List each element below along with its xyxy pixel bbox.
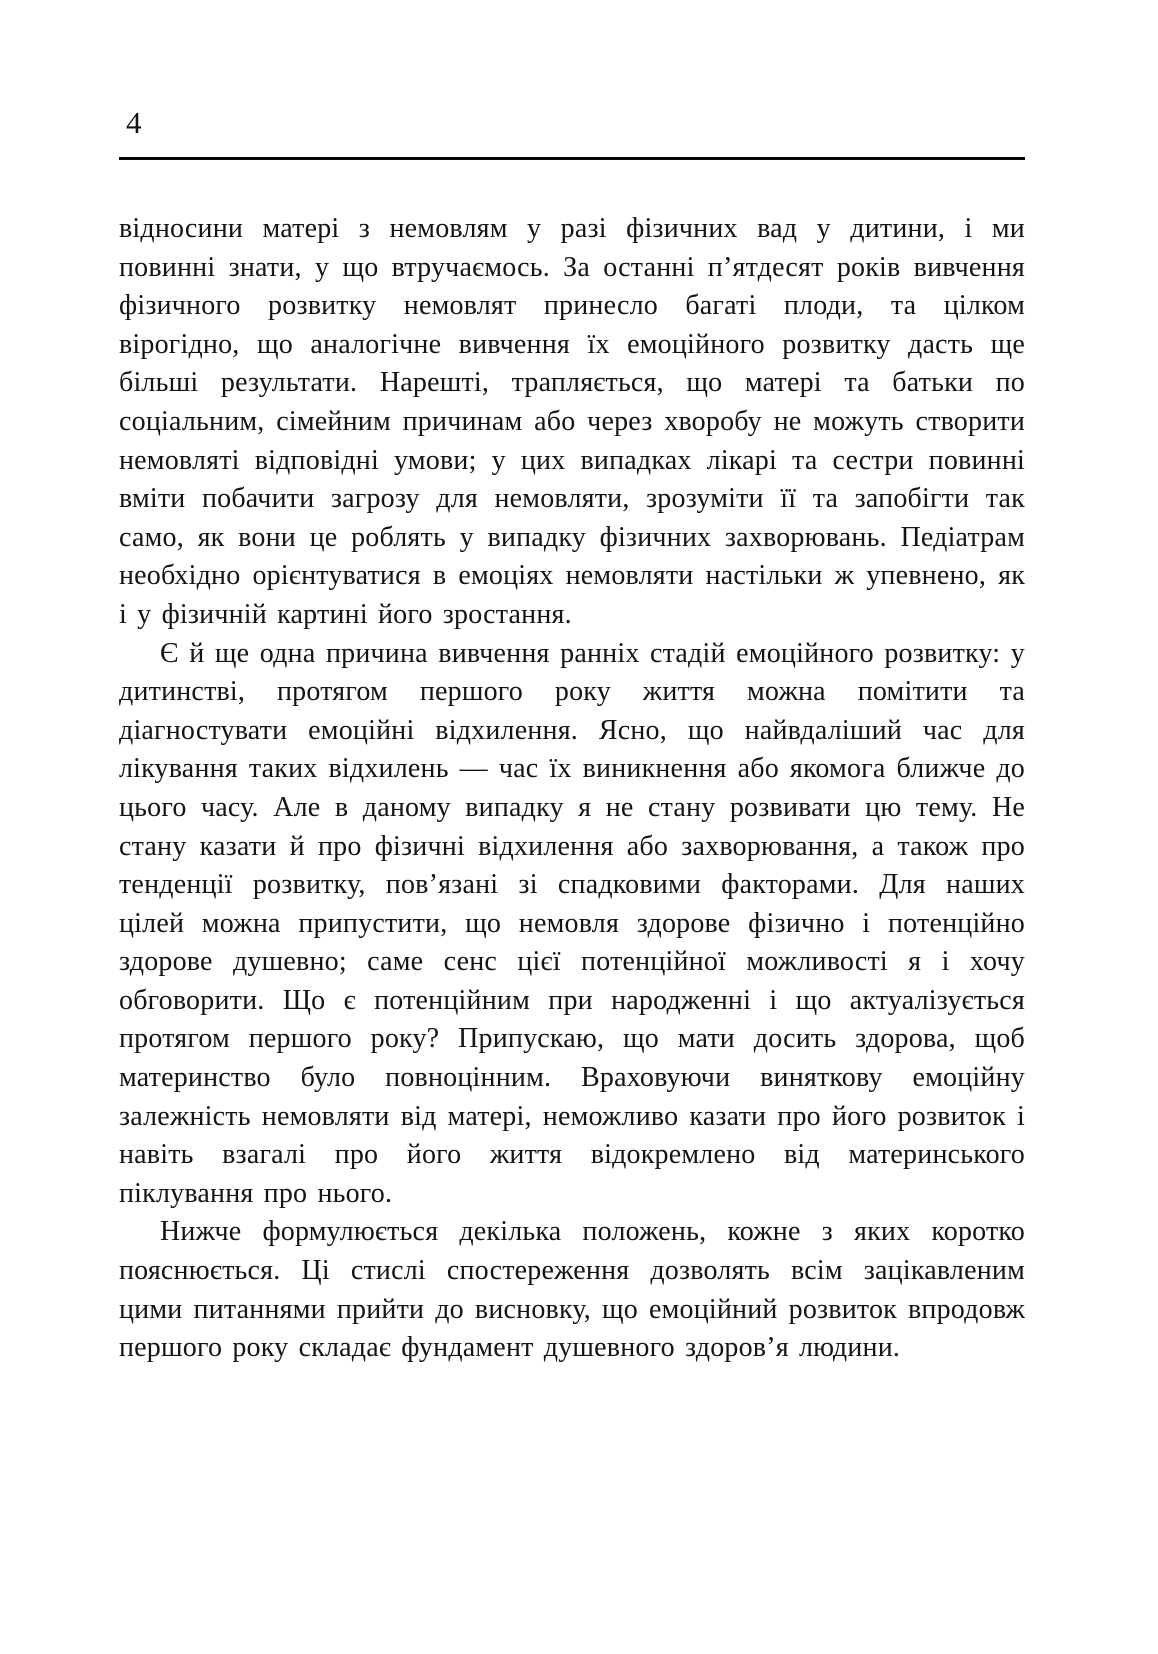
paragraph-third: Нижче формулюється декілька положень, кожне з яких коротко пояснюється. Ці стислі спостереження дозволять всім зацікавленим цими питаннями прийти до висновку, що емоційний розвиток впродовж першого року складає фундамент душевного здоров’я людини. bbox=[119, 1216, 1025, 1364]
paragraph-continuation: відносини матері з немовлям у разі фізичних вад у дитини, і ми повинні знати, у що втручаємось. За останні п’ятдесят років вивчення фізичного розвитку немовлят принесло багаті плоди, та цілком вірогідно, що аналогічне вивчення їх емоційного розвитку дасть ще більші результати. Нарешті, трапляється, що матері та батьки по соціальним, сімейним причинам або через хворобу не можуть створити немовляті відповідні умови; у цих випадках лікарі та сестри повинні вміти побачити загрозу для немовляти, зрозуміти її та запобігти так само, як вони це роблять у випадку фізичних захворювань. Педіатрам необхідно орієнтуватися в емоціях немовляти настільки ж упевнено, як і у фізичній картині його зростання. bbox=[119, 213, 1025, 630]
header-rule bbox=[119, 157, 1025, 160]
paragraph-second: Є й ще одна причина вивчення ранніх стадій емоційного розвитку: у дитинстві, протягом першого року життя можна помітити та діагностувати емоційні відхилення. Ясно, що найвдаліший час для лікування таких відхилень — час їх виникнення або якомога ближче до цього часу. Але в даному випадку я не стану розвивати цю тему. Не стану казати й про фізичні відхилення або захворювання, а також про тенденції розвитку, пов’язані зі спадковими факторами. Для наших цілей можна припустити, що немовля здорове фізично і потенційно здорове душевно; саме сенс цієї потенційної можливості я і хочу обговорити. Що є потенційним при народженні і що актуалізується протягом першого року? Припускаю, що мати досить здорова, щоб материнство було повноцінним. Враховуючи виняткову емоційну залежність немовляти від матері, неможливо казати про його розвиток і навіть взагалі про його життя відокремлено від материнського піклування про нього. bbox=[119, 637, 1025, 1209]
page-body bbox=[119, 210, 1025, 1368]
page-number: 4 bbox=[126, 105, 142, 140]
page-header bbox=[119, 103, 1025, 160]
book-page bbox=[119, 0, 1025, 1368]
